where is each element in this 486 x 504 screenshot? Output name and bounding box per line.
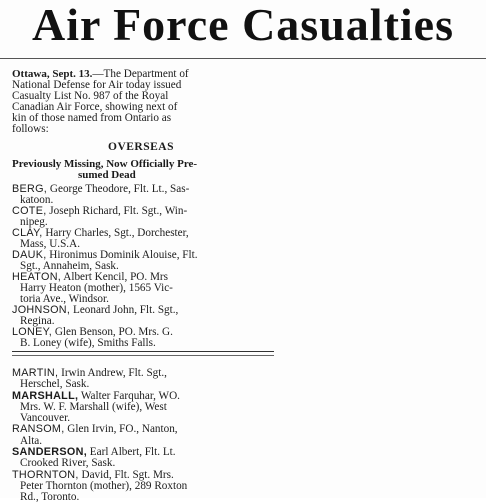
lead-line-1: —The Department of <box>92 68 189 80</box>
casualty-entry <box>12 184 270 206</box>
article-column-bottom <box>12 368 270 504</box>
lead-line-3: Casualty List No. 987 of the Royal <box>12 90 169 102</box>
entry-line-1: Albert Kencil, PO. Mrs <box>61 270 168 283</box>
lead-line-5: kin of those named from Ontario as <box>12 112 172 124</box>
subheading-line-1: Previously Missing, Now Officially Pre- <box>12 157 198 170</box>
entry-line-2: katoon. <box>20 193 54 206</box>
entry-surname: MARSHALL, <box>12 389 79 402</box>
entry-line-1: Glen Benson, PO. Mrs. G. <box>52 325 173 338</box>
entry-line-2: B. Loney (wife), Smiths Falls. <box>20 336 156 349</box>
entry-line-2: Alta. <box>20 434 43 447</box>
entry-surname: CLAY, <box>12 226 43 239</box>
casualty-entry <box>12 228 270 250</box>
entry-surname: MARTIN, <box>12 367 59 379</box>
entry-line-1: Joseph Richard, Flt. Sgt., Win- <box>46 204 188 217</box>
entry-line-2: Harry Heaton (mother), 1565 Vic- <box>20 281 173 294</box>
entry-line-1: Leonard John, Flt. Sgt., <box>70 303 179 316</box>
entry-surname: THORNTON, <box>12 468 79 481</box>
headline-rule <box>0 58 486 59</box>
entry-line-2: Mass, U.S.A. <box>20 237 80 250</box>
entry-line-3: Rd., Toronto. <box>20 491 80 504</box>
entry-surname: SANDERSON, <box>12 446 87 459</box>
casualty-entry <box>12 206 270 228</box>
entry-surname: HEATON, <box>12 270 62 283</box>
entry-line-2: nipeg. <box>20 215 48 228</box>
entry-line-3: Vancouver. <box>20 412 71 425</box>
entry-line-1: Earl Albert, Flt. Lt. <box>87 446 176 459</box>
lead-line-6: follows: <box>12 123 49 135</box>
entry-line-2: Sgt., Annaheim, Sask. <box>20 259 119 272</box>
entry-line-1: Irwin Andrew, Flt. Sgt., <box>58 367 167 379</box>
casualty-entry <box>12 447 270 470</box>
casualty-entry <box>12 391 270 425</box>
entry-surname: COTE, <box>12 204 47 217</box>
column-break-rule <box>12 351 274 356</box>
entry-line-2: Mrs. W. F. Marshall (wife), West <box>20 400 167 413</box>
entry-line-2: Peter Thornton (mother), 289 Roxton <box>20 479 188 492</box>
casualty-entry <box>12 470 270 504</box>
entry-surname: DAUK, <box>12 248 47 261</box>
entry-line-2: Herschel, Sask. <box>20 378 90 391</box>
entry-line-1: George Theodore, Flt. Lt., Sas- <box>47 182 190 195</box>
lead-paragraph <box>12 69 270 135</box>
casualty-entry <box>12 272 270 305</box>
casualty-entry <box>12 368 270 391</box>
headline: Air Force Casualties <box>31 0 454 50</box>
entry-line-1: David, Flt. Sgt. Mrs. <box>78 468 174 481</box>
lead-line-4: Canadian Air Force, showing next of <box>12 101 178 113</box>
dateline: Ottawa, Sept. 13. <box>12 68 93 80</box>
article-column-top <box>12 69 270 349</box>
casualty-entry <box>12 305 270 327</box>
section-heading: OVERSEAS <box>108 141 174 153</box>
entry-line-3: toria Ave., Windsor. <box>20 292 109 305</box>
subheading-line-2: sumed Dead <box>78 168 136 181</box>
lead-line-2: National Defense for Air today issued <box>12 79 182 91</box>
entry-line-2: Regina. <box>20 314 55 327</box>
entry-line-1: Walter Farquhar, WO. <box>78 389 180 402</box>
casualty-entry <box>12 327 270 349</box>
entry-surname: LONEY, <box>12 325 53 338</box>
entry-line-1: Harry Charles, Sgt., Dorchester, <box>42 226 189 239</box>
entry-line-1: Hironimus Dominik Alouise, Flt. <box>46 248 198 261</box>
entry-line-1: Glen Irvin, FO., Nanton, <box>64 423 178 436</box>
casualty-entry <box>12 250 270 272</box>
entry-surname: RANSOM, <box>12 423 65 436</box>
entry-line-2: Crooked River, Sask. <box>20 457 116 470</box>
casualty-entry <box>12 424 270 447</box>
entry-surname: JOHNSON, <box>12 303 71 316</box>
entry-surname: BERG, <box>12 182 48 195</box>
subheading <box>12 159 270 181</box>
